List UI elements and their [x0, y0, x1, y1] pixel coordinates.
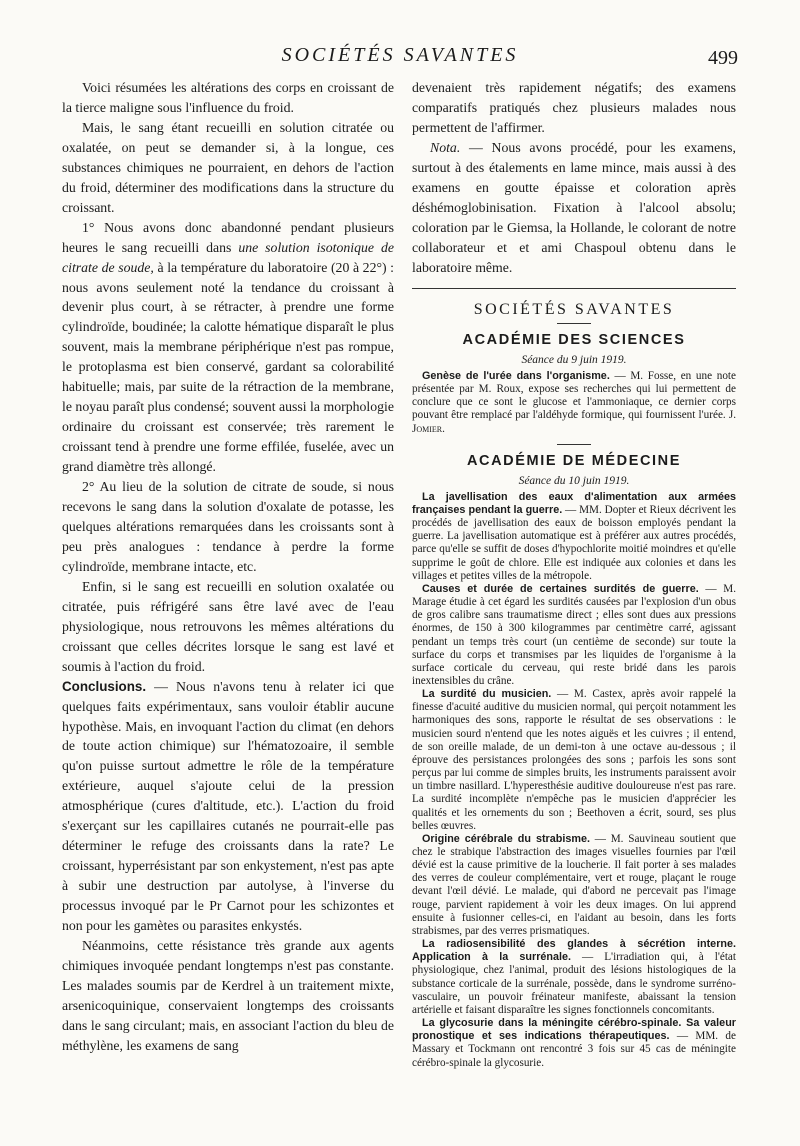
section-divider	[412, 288, 736, 289]
entry-body: — MM. Dopter et Rieux décrivent les procédés de javellisation des eaux de boisson employés pendant la guerre. La javellisation automatique est à préférer aux autres procédés, parce qu'elle se suffit de doses d'hypochlorite moitié moindres et qu'elle supprime le goût de chlore. Elle est indiquée aux colonies et dans les villages et petites villes de la métropole.	[412, 503, 736, 582]
paragraph-resistance: Néanmoins, cette résistance très grande aux agents chimiques invoquée pendant longtemps n'est pas constante. Les malades soumis par de Kerdrel à un traitement mixte, arsenicoquinique, conservaient longtemps des croissants dans le sang circulant; mais, en associant l'action du bleu de méthylène, les examens de sang	[62, 937, 394, 1053]
conclusions-heading: Conclusions.	[62, 678, 147, 694]
section-title: SOCIÉTÉS SAVANTES	[473, 301, 675, 318]
short-divider-2	[557, 444, 591, 445]
short-divider	[557, 323, 591, 324]
citrate-solution-emphasis: une solution isotonique de citrate de soude,	[62, 239, 394, 275]
entry-title: Genèse de l'urée dans l'organisme.	[422, 370, 610, 382]
entry-glycosurie	[412, 1017, 736, 1070]
entry-radiosensibilite	[412, 938, 736, 1017]
entry-surdite-musicien	[412, 688, 736, 833]
paragraph-conclusions	[62, 677, 394, 936]
entry-title: Origine cérébrale du strabisme.	[422, 832, 590, 845]
academie-medecine-heading: ACADÉMIE DE MÉDECINE	[466, 452, 682, 469]
academie-medecine-date: Séance du 10 juin 1919.	[518, 474, 630, 487]
entry-body: — M. Marage étudie à cet égard les surdités causées par l'explosion d'un obus de gros calibre sans traumatisme direct ; elles sont dues aux pressions énormes, de 150 à 300 kilogrammes par centimètre carré, agissant pendant un temps très court (un centième de seconde) sur toute la surface du corps et transmises par les liquides de l'organisme à la surface corticale du cerveau, qui reste bridé dans les parois inextensibles du crâne.	[412, 582, 736, 687]
entry-surdites-guerre	[412, 583, 736, 688]
entry-title: Causes et durée de certaines surdités de guerre.	[422, 582, 699, 595]
nota-label: Nota.	[430, 140, 461, 155]
academie-sciences-date: Séance du 9 juin 1919.	[521, 354, 627, 366]
entry-title: La glycosurie dans la méningite cérébro-spinale. Sa valeur pronostique et ses indications thérapeutiques.	[412, 1017, 736, 1043]
nota-text: — Nous avons procédé, pour les examens, surtout à des étalements en lame mince, mais aussi à des examens en goutte épaisse et coloration après déshémoglobinisation. Fixation à l'alcool absolu; coloration par le Giemsa, la Hollande, le colorant de notre collaborateur et et ami Chaspoul obtenu dans le laboratoire même.	[412, 140, 736, 275]
paragraph-intro: Voici résumées les altérations des corps en croissant de la tierce maligne sous l'influence du froid.	[62, 80, 394, 115]
entry-body: — M. Sauvineau soutient que chez le strabique l'abstraction des images visuelles fournies par l'œil dévié est la cause primitive de la loucherie. Il fait porter à ses malades des verres de couleur complémentaire, vert et rouge, plaçant le rouge devant l'œil dévié. Le malade, qui d'abord ne percevait pas l'image rouge, parvient rapidement à voir les deux images. On lui apprend ensuite à fusionner celles-ci, en l'aidant au besoin, dans les forts strabismes, par des verres prismatiques.	[412, 832, 736, 937]
entry-signature: J. Jomier.	[412, 409, 736, 435]
entry-strabisme	[412, 833, 736, 938]
entry-javellisation	[412, 491, 736, 583]
paragraph-citrate-start: 1° Nous avons donc abandonné pendant plusieurs heures le sang recueilli dans	[62, 219, 394, 255]
right-column	[412, 78, 736, 1078]
entry-title: La surdité du musicien.	[422, 688, 552, 701]
entry-title: La radiosensibilité des glandes à sécrétion interne. Application à la surrénale.	[412, 938, 736, 964]
entry-body: — MM. de Massary et Tockmann ont rencontré 3 fois sur 45 cas de méningite cérébro-spinale la glycosurie.	[412, 1030, 736, 1069]
paragraph-question: Mais, le sang étant recueilli en solution citratée ou oxalatée, on peut se demander si, à la longue, ces substances chimiques ne pourraient, en dehors de l'action du froid, déterminer des modifications dans la structure du croissant.	[62, 119, 394, 215]
paragraph-citrate	[62, 218, 394, 477]
entry-uree	[412, 370, 736, 436]
page-number: 499	[708, 47, 738, 69]
academie-sciences-heading: ACADÉMIE DES SCIENCES	[462, 332, 686, 348]
running-title: SOCIÉTÉS SAVANTES	[281, 44, 519, 66]
paragraph-oxalate: 2° Au lieu de la solution de citrate de soude, si nous recevons le sang dans la solution d'oxalate de potasse, les quelques altérations remarquées dans les croissants sont à peu près analogues : tendance à perdre la forme cylindroïde, membrane intacte, etc.	[62, 479, 394, 574]
paragraph-carryover: devenaient très rapidement négatifs; des examens comparatifs pratiqués chez plusieurs malades nous permettent de l'affirmer.	[412, 80, 736, 135]
entry-body: — M. Fosse, en une note présentée par M. Roux, expose ses recherches qui lui permettent de conclure que ce sont le glucose et l'ammoniaque, ce dernier corps pouvant être remplacé par l'aldéhyde formique, qui fournissent l'urée.	[412, 370, 736, 422]
left-column	[62, 78, 394, 1134]
conclusions-text: — Nous n'avons tenu à relater ici que quelques faits expérimentaux, sans vouloir établir aucune hypothèse. Mais, en invoquant l'action du climat (en dehors de toute action chimique) sur l'hématozoaire, il semble qu'on puisse surtout admettre le rôle de la température extérieure, auquel s'ajoute celui de la pression atmosphérique (cures d'altitude, etc.). L'action du froid s'exerçant sur les capillaires cutanés ne pourrait-elle pas déterminer le refuge des croissants dans la rate? Le croissant, hyperrésistant par son enkystement, n'est pas apte à subir une destruction par autolyse, à l'inverse du processus invoqué par le Pr Carnot pour les schizontes et non pour les gamètes ou parasites enkystés.	[62, 678, 394, 934]
entry-body: — L'irradiation qui, à l'état physiologique, chez l'animal, produit des lésions histologiques de la substance corticale de la surrénale, possède, dans le syndrome surréno-vasculaire, un pouvoir fréinateur manifeste, abaissant la tension artérielle et faisant disparaître les signes fonctionnels concomitants.	[412, 951, 736, 1016]
paragraph-nota	[412, 138, 736, 278]
paragraph-citrate-end: à la température du laboratoire (20 à 22°) : nous avons seulement noté la tendance du croissant à devenir plus court, à se rétracter, à prendre une forme cylindroïde, boudinée; la calotte hématique disparaît le plus souvent, mais la membrane périphérique n'est pas rompue, le protoplasma est bien conservé, gardant sa colorabilité habituelle; mais, par suite de la rétraction de la membrane, le noyau paraît plus condensé; souvent aussi la morphologie ordinaire du croissant est conservée; très rarement le croissant tend à prendre une forme effilée, fuselée, avec un grand diamètre très allongé.	[62, 259, 394, 475]
paragraph-refrigeration: Enfin, si le sang est recueilli en solution oxalatée ou citratée, puis réfrigéré sans être lavé avec de l'eau physiologique, nous retrouvons les mêmes altérations du croissant que celles décrites lorsque le sang est lavé et soumis à l'action du froid.	[62, 578, 394, 674]
entry-title: La javellisation des eaux d'alimentation aux armées françaises pendant la guerre.	[412, 490, 736, 516]
entry-body: — M. Castex, après avoir rappelé la finesse d'acuité auditive du musicien normal, qui perçoit notamment les harmoniques des sons, rapporte le résultat de ses observations : le musicien sourd n'entend que les notes aiguës et les cuivres ; il entend, de son oreille malade, de un demi-ton à une octave au-dessous ; il éprouve des persistances prolongées des sons ; parfois les sons sont perçus par lui comme de simples bruits, les instruments paraissent avoir un timbre nasillard. L'hyperesthésie auditive douloureuse n'est pas rare. La surdité incomplète n'empêche pas le musicien d'apprécier les qualités et les ornements du son ; Beethoven a écrit, sourd, ses plus belles œuvres.	[412, 688, 736, 832]
